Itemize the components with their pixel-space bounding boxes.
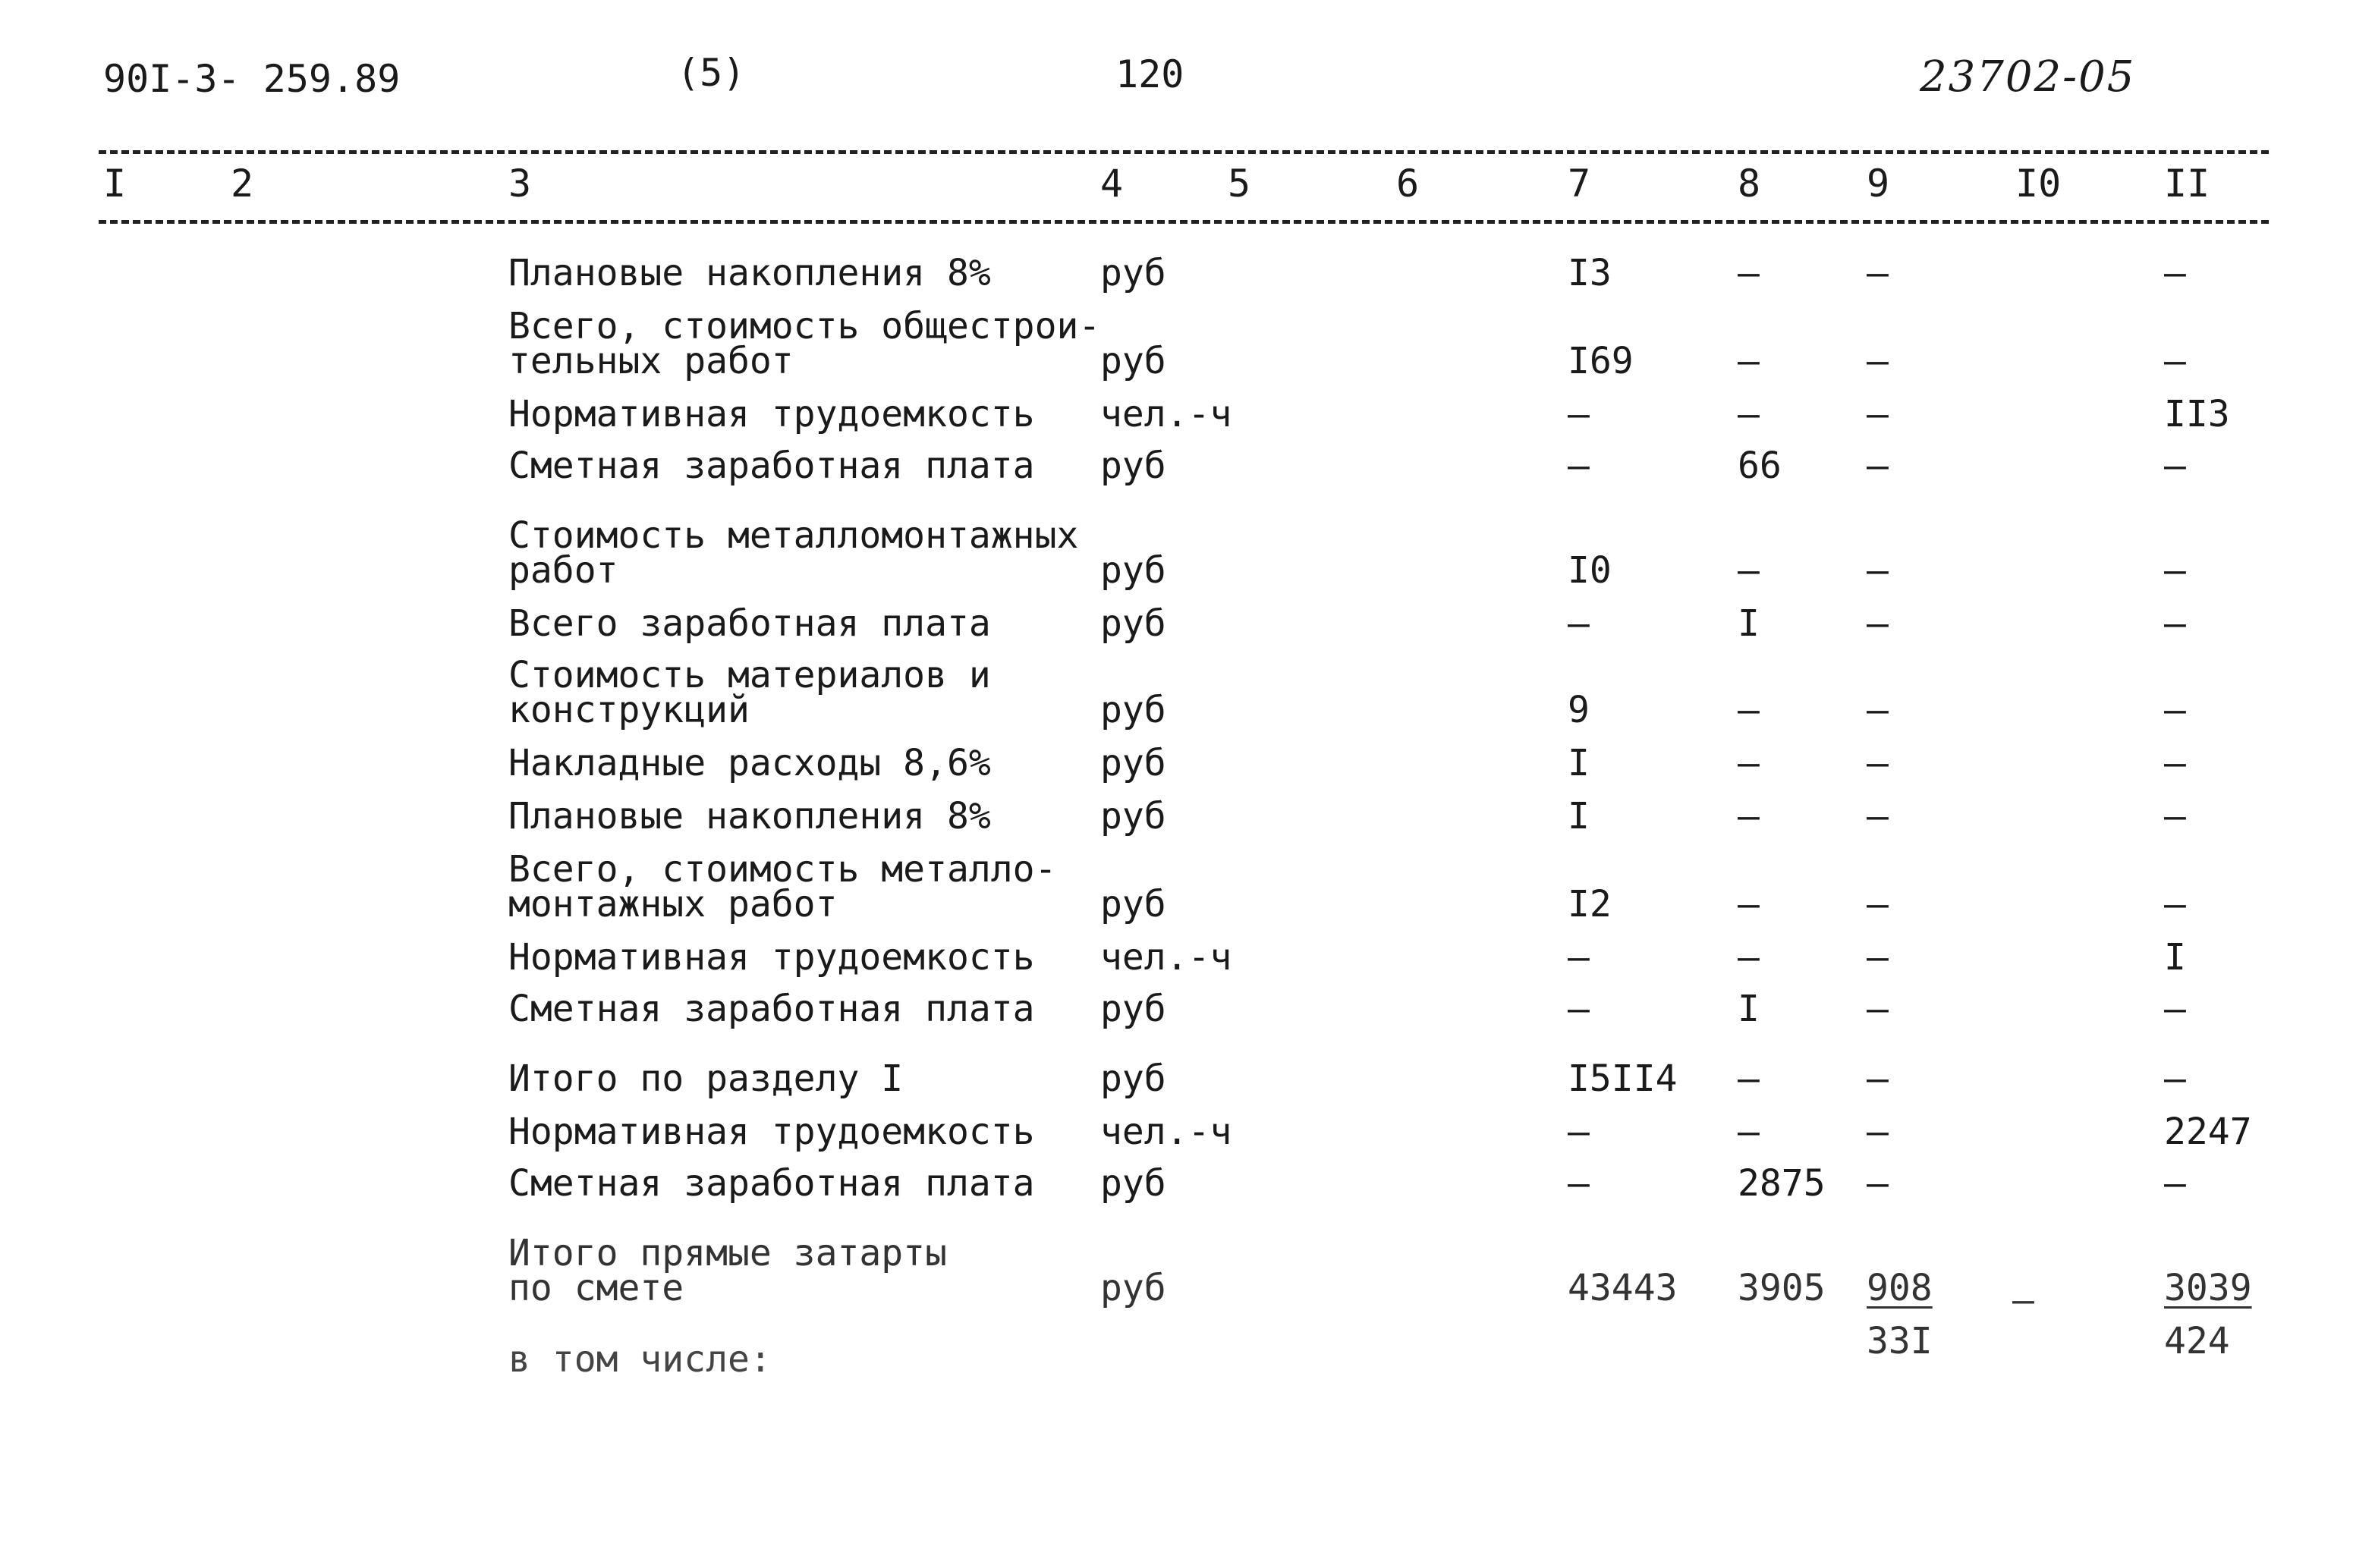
col-header-2: 2	[231, 162, 254, 206]
col-header-8: 8	[1738, 162, 1761, 206]
row-col8: I	[1738, 988, 1760, 1030]
row-unit: руб	[1100, 795, 1166, 837]
col-header-4: 4	[1100, 162, 1124, 206]
row-col7: I	[1568, 795, 1590, 837]
row-name: Накладные расходы 8,6%	[508, 742, 991, 784]
row-col9: –	[1867, 795, 1889, 837]
row-name: Стоимость материалов и конструкций	[508, 654, 991, 731]
total-col7: 43443	[1568, 1267, 1678, 1309]
total-unit: руб	[1100, 1267, 1166, 1309]
row-col8: –	[1738, 252, 1760, 294]
row-col8: –	[1738, 689, 1760, 731]
col-header-6: 6	[1396, 162, 1420, 206]
row-col7: I5II4	[1568, 1057, 1678, 1100]
row-col11: –	[2164, 742, 2186, 784]
row-col11: I	[2164, 936, 2186, 979]
row-col7: –	[1568, 936, 1590, 979]
row-col9: –	[1867, 1057, 1889, 1100]
row-col7: I0	[1568, 549, 1612, 592]
row-col7: I	[1568, 742, 1590, 784]
row-col7: –	[1568, 445, 1590, 487]
total-col11-top: 3039	[2164, 1267, 2252, 1309]
row-col7: –	[1568, 393, 1590, 435]
row-col8: –	[1738, 795, 1760, 837]
row-col11: –	[2164, 602, 2186, 645]
header-bottom-rule	[99, 220, 2269, 224]
row-col9: –	[1867, 393, 1889, 435]
col-header-5: 5	[1228, 162, 1251, 206]
row-col8: –	[1738, 1057, 1760, 1100]
row-col9: –	[1867, 445, 1889, 487]
row-name: Сметная заработная плата	[508, 988, 1035, 1030]
row-name: Всего, стоимость металло- монтажных работ	[508, 848, 1057, 925]
row-name: Сметная заработная плата	[508, 445, 1035, 487]
row-unit: руб	[1100, 742, 1166, 784]
row-col8: –	[1738, 742, 1760, 784]
row-col9: –	[1867, 252, 1889, 294]
row-col11: –	[2164, 795, 2186, 837]
section-number: (5)	[677, 51, 746, 95]
row-col11: –	[2164, 252, 2186, 294]
row-col7: –	[1568, 1111, 1590, 1153]
header-top-rule	[99, 150, 2269, 154]
row-name: Всего заработная плата	[508, 602, 991, 645]
total-col10: –	[2012, 1279, 2034, 1321]
row-name: Нормативная трудоемкость	[508, 393, 1035, 435]
row-col8: –	[1738, 883, 1760, 925]
row-col9: –	[1867, 742, 1889, 784]
row-name: Стоимость металломонтажных работ	[508, 514, 1079, 592]
row-col9: –	[1867, 988, 1889, 1030]
row-unit: чел.-ч	[1100, 936, 1232, 979]
row-col11: –	[2164, 340, 2186, 382]
row-col8: –	[1738, 936, 1760, 979]
row-col11: –	[2164, 1162, 2186, 1205]
row-name: Сметная заработная плата	[508, 1162, 1035, 1205]
row-name: Плановые накопления 8%	[508, 252, 991, 294]
row-col9: –	[1867, 1162, 1889, 1205]
row-col9: –	[1867, 1111, 1889, 1153]
row-col9: –	[1867, 602, 1889, 645]
col-header-1: I	[103, 162, 127, 206]
row-col7: 9	[1568, 689, 1590, 731]
row-col11: –	[2164, 988, 2186, 1030]
row-col11: –	[2164, 883, 2186, 925]
row-name: Всего, стоимость общестрои- тельных работ	[508, 305, 1101, 382]
row-col7: –	[1568, 602, 1590, 645]
row-col11: II3	[2164, 393, 2230, 435]
total-name: Итого прямые затарты по смете	[508, 1232, 947, 1309]
row-col9: –	[1867, 936, 1889, 979]
row-name: Плановые накопления 8%	[508, 795, 991, 837]
row-name: Нормативная трудоемкость	[508, 1111, 1035, 1153]
row-unit: руб	[1100, 602, 1166, 645]
page-number: 120	[1115, 52, 1184, 96]
row-col9: –	[1867, 340, 1889, 382]
row-unit: руб	[1100, 340, 1166, 382]
row-col9: –	[1867, 549, 1889, 592]
total-col9-top: 908	[1867, 1267, 1933, 1309]
row-col11: 2247	[2164, 1111, 2252, 1153]
row-unit: руб	[1100, 252, 1166, 294]
row-col8: –	[1738, 393, 1760, 435]
row-name: Нормативная трудоемкость	[508, 936, 1035, 979]
row-unit: руб	[1100, 988, 1166, 1030]
row-col8: –	[1738, 340, 1760, 382]
archive-code: 23702-05	[1920, 52, 2136, 102]
col-header-3: 3	[508, 162, 532, 206]
row-col9: –	[1867, 689, 1889, 731]
row-col11: –	[2164, 445, 2186, 487]
row-col11: –	[2164, 689, 2186, 731]
row-col11: –	[2164, 549, 2186, 592]
row-col9: –	[1867, 883, 1889, 925]
row-unit: руб	[1100, 1162, 1166, 1205]
total-col8: 3905	[1738, 1267, 1826, 1309]
row-unit: руб	[1100, 445, 1166, 487]
row-col8: –	[1738, 549, 1760, 592]
row-unit: руб	[1100, 689, 1166, 731]
total-col11-bottom: 424	[2164, 1320, 2230, 1362]
row-unit: чел.-ч	[1100, 1111, 1232, 1153]
col-header-10: I0	[2015, 162, 2062, 206]
row-col8: 2875	[1738, 1162, 1826, 1205]
row-unit: руб	[1100, 883, 1166, 925]
row-unit: руб	[1100, 549, 1166, 592]
row-col11: –	[2164, 1057, 2186, 1100]
col-header-7: 7	[1568, 162, 1591, 206]
row-col7: I2	[1568, 883, 1612, 925]
row-col7: I3	[1568, 252, 1612, 294]
row-col8: –	[1738, 1111, 1760, 1153]
row-col7: –	[1568, 1162, 1590, 1205]
col-header-11: II	[2164, 162, 2210, 206]
total-col9-bottom: 33I	[1867, 1320, 1933, 1362]
row-unit: чел.-ч	[1100, 393, 1232, 435]
footer-note: в том числе:	[508, 1338, 772, 1381]
col-header-9: 9	[1867, 162, 1890, 206]
row-col7: –	[1568, 988, 1590, 1030]
row-col7: I69	[1568, 340, 1634, 382]
row-name: Итого по разделу I	[508, 1057, 904, 1100]
row-unit: руб	[1100, 1057, 1166, 1100]
row-col8: 66	[1738, 445, 1782, 487]
doc-number: 90I-3- 259.89	[103, 57, 401, 101]
row-col8: I	[1738, 602, 1760, 645]
